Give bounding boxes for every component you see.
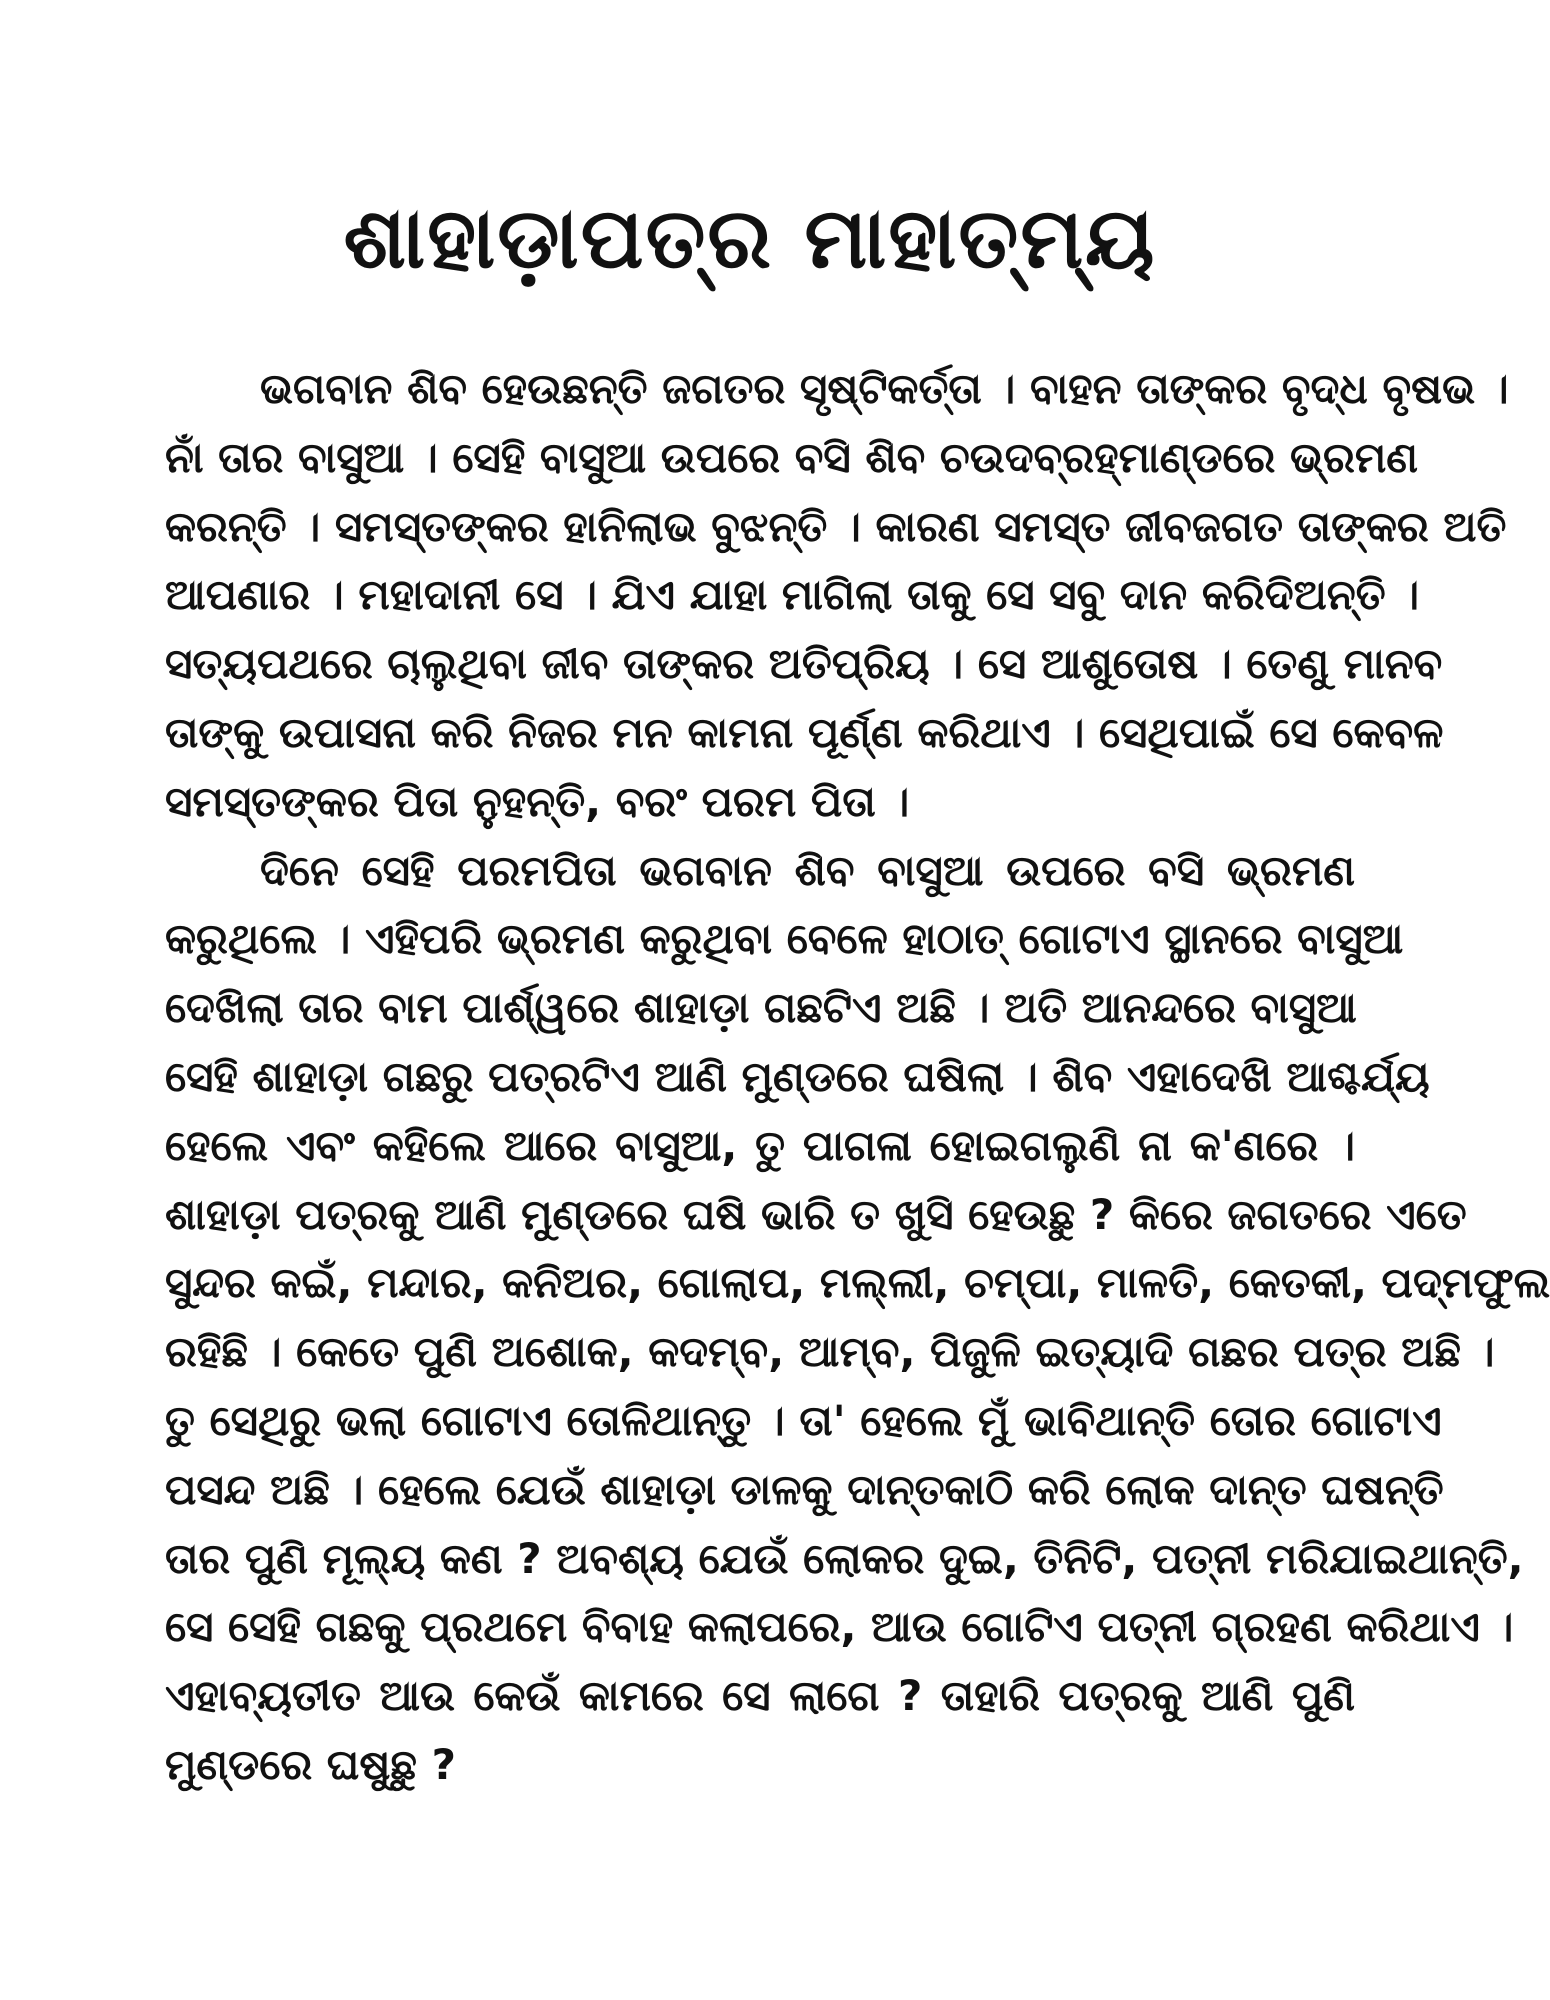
text-line: ସେ ସେହି ଗଛକୁ ପ୍ରଥମେ ବିବାହ କଲାପରେ, ଆଉ ଗୋଟିଏ ପତ୍ନୀ ଗ୍ରହଣ କରିଥାଏ । (165, 1602, 1514, 1652)
text-line: ରହିଛି । କେତେ ପୁଣି ଅଶୋକ, କଦମ୍ବ, ଆମ୍ବ, ପିଜୁଳି ଇତ୍ୟାଦି ଗଛର ପତ୍ର ଅଛି । (165, 1327, 1495, 1377)
body-text (165, 355, 1550, 1800)
text-line: ସେହି ଶାହାଡ଼ା ଗଛରୁ ପତ୍ରଟିଏ ଆଣି ମୁଣ୍ଡରେ ଘଷିଲା । ଶିବ ଏହାଦେଖି ଆଶ୍ଚର୍ଯ୍ୟ (165, 1051, 1430, 1101)
text-line: ପସନ୍ଦ ଅଛି । ହେଲେ ଯେଉଁ ଶାହାଡ଼ା ଡାଳକୁ ଦାନ୍ତକାଠି କରି ଲୋକ ଦାନ୍ତ ଘଷନ୍ତି (165, 1464, 1444, 1514)
text-line: ତାର ପୁଣି ମୂଲ୍ୟ କଣ ? ଅବଶ୍ୟ ଯେଉଁ ଲୋକର ଦୁଇ, ତିନିଟି, ପତ୍ନୀ ମରିଯାଇଥାନ୍ତି, (165, 1533, 1524, 1583)
text-line: ଦେଖିଲା ତାର ବାମ ପାର୍ଶ୍ୱରେ ଶାହାଡ଼ା ଗଛଟିଏ ଅଛି । ଅତି ଆନନ୍ଦରେ ବାସୁଆ (165, 983, 1357, 1033)
text-line: ସୁନ୍ଦର କଇଁ, ମନ୍ଦାର, କନିଅର, ଗୋଲାପ, ମଲ୍ଲୀ, ଚମ୍ପା, ମାଳତି, କେତକୀ, ପଦ୍ମଫୁଲ (165, 1258, 1550, 1308)
text-line: ସତ୍ୟପଥରେ ଚାଲୁଥିବା ଜୀବ ତାଙ୍କର ଅତିପ୍ରିୟ । ସେ ଆଶୁତୋଷ । ତେଣୁ ମାନବ (165, 639, 1443, 689)
text-line: ମୁଣ୍ଡରେ ଘଷୁଛୁ ? (165, 1739, 456, 1789)
text-line: ତାଙ୍କୁ ଉପାସନା କରି ନିଜର ମନ କାମନା ପୂର୍ଣ୍ଣ କରିଥାଏ । ସେଥିପାଇଁ ସେ କେବଳ (165, 707, 1444, 757)
text-line: ଏହାବ୍ୟତୀତ ଆଉ କେଉଁ କାମରେ ସେ ଲାଗେ ? ତାହାରି ପତ୍ରକୁ ଆଣି ପୁଣି (165, 1671, 1355, 1721)
text-line: ତୁ ସେଥିରୁ ଭଲା ଗୋଟାଏ ତୋଳିଥାନ୍ତୁ । ତା' ହେଲେ ମୁଁ ଭାବିଥାନ୍ତି ତୋର ଗୋଟାଏ (165, 1395, 1442, 1445)
text-line: ଆପଣାର । ମହାଦାନୀ ସେ । ଯିଏ ଯାହା ମାଗିଲା ତାକୁ ସେ ସବୁ ଦାନ କରିଦିଅନ୍ତି । (165, 570, 1420, 620)
text-line: କରନ୍ତି । ସମସ୍ତଙ୍କର ହାନିଲାଭ ବୁଝନ୍ତି । କାରଣ ସମସ୍ତ ଜୀବଜଗତ ତାଙ୍କର ଅତି (165, 501, 1507, 551)
text-line: ଶାହାଡ଼ା ପତ୍ରକୁ ଆଣି ମୁଣ୍ଡରେ ଘଷି ଭାରି ତ ଖୁସି ହେଉଛୁ ? କିରେ ଜଗତରେ ଏତେ (165, 1189, 1467, 1239)
page-title: ଶାହାଡ଼ାପତ୍ର ମାହାତ୍ମ୍ୟ (343, 189, 1157, 287)
text-line: ସମସ୍ତଙ୍କର ପିତା ନୁହନ୍ତି, ବରଂ ପରମ ପିତା । (165, 776, 910, 826)
text-line: ହେଲେ ଏବଂ କହିଲେ ଆରେ ବାସୁଆ, ତୁ ପାଗଳା ହୋଇଗଲୁଣି ନା କ'ଣରେ । (165, 1120, 1355, 1170)
text-line: ଭଗବାନ ଶିବ ହେଉଛନ୍ତି ଜଗତର ସୃଷ୍ଟିକର୍ତ୍ତା । ବାହନ ତାଙ୍କର ବୃଦ୍ଧ ବୃଷଭ । (260, 364, 1509, 413)
text-line: ଦିନେ ସେହି ପରମପିତା ଭଗବାନ ଶିବ ବାସୁଆ ଉପରେ ବସି ଭ୍ରମଣ (260, 845, 1355, 895)
text-line: ନାଁ ତାର ବାସୁଆ । ସେହି ବାସୁଆ ଉପରେ ବସି ଶିବ ଚଉଦବ୍ରହ୍ମାଣ୍ଡରେ ଭ୍ରମଣ (165, 432, 1419, 482)
text-line: କରୁଥିଲେ । ଏହିପରି ଭ୍ରମଣ କରୁଥିବା ବେଳେ ହାଠାତ୍ ଗୋଟାଏ ସ୍ଥାନରେ ବାସୁଆ (165, 914, 1404, 964)
